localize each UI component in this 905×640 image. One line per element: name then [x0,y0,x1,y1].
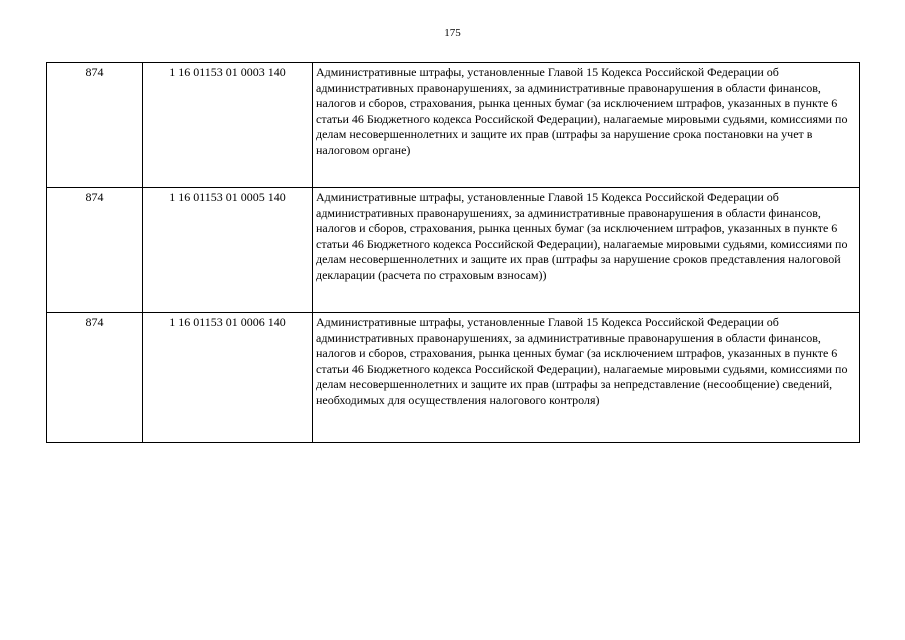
budget-codes-table [46,62,860,443]
table-row [47,63,860,188]
income-code-cell: 1 16 01153 01 0005 140 [143,188,313,313]
income-code-cell: 1 16 01153 01 0006 140 [143,313,313,443]
admin-code-cell: 874 [47,313,143,443]
table-row [47,313,860,443]
description-cell: Административные штрафы, установленные Главой 15 Кодекса Российской Федерации об административных правонарушениях, за административные правонарушения в области финансов, налогов и сборов, страхования, рынка ценных бумаг (за исключением штрафов, указанных в пункте 6 статьи 46 Бюджетного кодекса Российской Федерации), налагаемые мировыми судьями, комиссиями по делам несовершеннолетних и защите их прав (штрафы за нарушение срока постановки на учет в налоговом органе) [313,63,860,188]
description-cell: Административные штрафы, установленные Главой 15 Кодекса Российской Федерации об административных правонарушениях, за административные правонарушения в области финансов, налогов и сборов, страхования, рынка ценных бумаг (за исключением штрафов, указанных в пункте 6 статьи 46 Бюджетного кодекса Российской Федерации), налагаемые мировыми судьями, комиссиями по делам несовершеннолетних и защите их прав (штрафы за непредставление (несообщение) сведений, необходимых для осуществления налогового контроля) [313,313,860,443]
table-row [47,188,860,313]
admin-code-cell: 874 [47,63,143,188]
page-number: 175 [444,27,461,39]
admin-code-cell: 874 [47,188,143,313]
income-code-cell: 1 16 01153 01 0003 140 [143,63,313,188]
description-cell: Административные штрафы, установленные Главой 15 Кодекса Российской Федерации об административных правонарушениях, за административные правонарушения в области финансов, налогов и сборов, страхования, рынка ценных бумаг (за исключением штрафов, указанных в пункте 6 статьи 46 Бюджетного кодекса Российской Федерации), налагаемые мировыми судьями, комиссиями по делам несовершеннолетних и защите их прав (штрафы за нарушение сроков представления налоговой декларации (расчета по страховым взносам)) [313,188,860,313]
